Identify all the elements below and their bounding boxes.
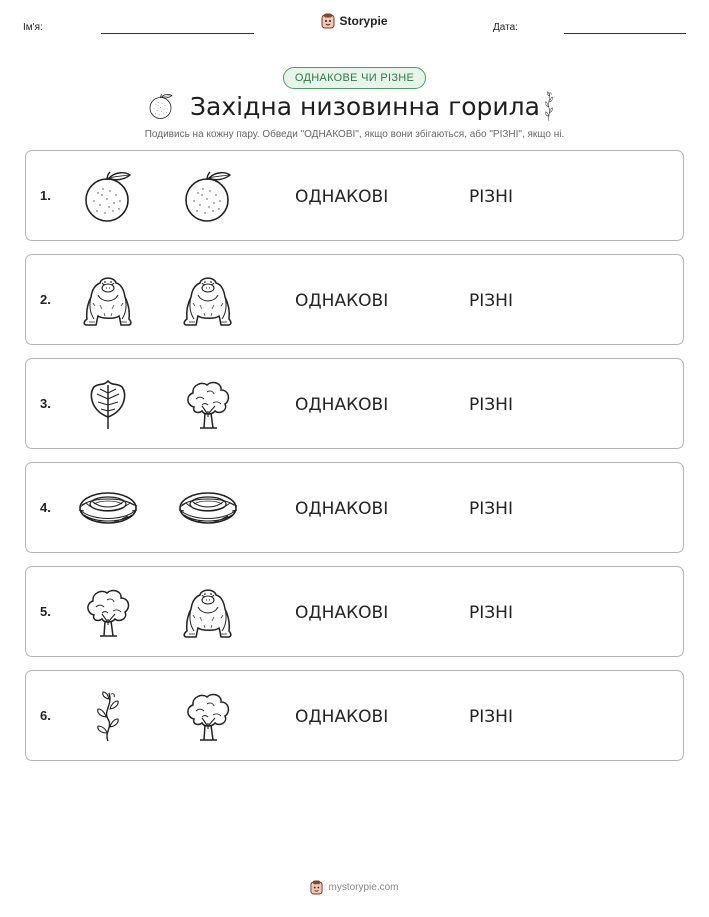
different-option[interactable]: РІЗНІ	[469, 707, 513, 727]
tree-icon	[80, 585, 136, 639]
row-number: 1.	[40, 188, 51, 203]
row-number: 2.	[40, 292, 51, 307]
footer-url[interactable]: mystorypie.com	[328, 882, 399, 893]
different-option[interactable]: РІЗНІ	[469, 603, 513, 623]
footer	[0, 880, 709, 900]
different-option[interactable]: РІЗНІ	[469, 395, 513, 415]
different-option[interactable]: РІЗНІ	[469, 291, 513, 311]
date-label: Дата:	[493, 22, 518, 33]
different-option[interactable]: РІЗНІ	[469, 499, 513, 519]
same-option[interactable]: ОДНАКОВІ	[295, 395, 389, 415]
exercise-row	[25, 150, 684, 241]
brand	[0, 13, 709, 34]
row-number: 3.	[40, 396, 51, 411]
nest-icon	[177, 481, 239, 535]
orange-icon	[180, 169, 236, 223]
same-option[interactable]: ОДНАКОВІ	[295, 291, 389, 311]
same-option[interactable]: ОДНАКОВІ	[295, 603, 389, 623]
orange-icon	[80, 169, 136, 223]
same-option[interactable]: ОДНАКОВІ	[295, 707, 389, 727]
storypie-logo-icon	[310, 880, 323, 895]
storypie-logo-icon	[321, 13, 335, 29]
vine-icon	[80, 689, 136, 743]
row-number: 5.	[40, 604, 51, 619]
gorilla-icon	[180, 273, 236, 327]
gorilla-icon	[180, 585, 236, 639]
row-number: 6.	[40, 708, 51, 723]
name-label: Ім'я:	[23, 22, 43, 33]
same-option[interactable]: ОДНАКОВІ	[295, 499, 389, 519]
different-option[interactable]: РІЗНІ	[469, 187, 513, 207]
instructions: Подивись на кожну пару. Обведи "ОДНАКОВІ", якщо вони збігаються, або "РІЗНІ", якщо ні.	[144, 129, 565, 140]
exercise-row	[25, 462, 684, 553]
gorilla-icon	[80, 273, 136, 327]
exercise-row	[25, 358, 684, 449]
nest-icon	[77, 481, 139, 535]
tree-icon	[180, 377, 236, 431]
worksheet-type-badge: ОДНАКОВЕ ЧИ РІЗНЕ	[283, 67, 426, 89]
exercise-row	[25, 254, 684, 345]
same-option[interactable]: ОДНАКОВІ	[295, 187, 389, 207]
tree-icon	[180, 689, 236, 743]
leaf-icon	[80, 377, 136, 431]
page-title: Західна низовинна горила	[190, 92, 540, 121]
title-row	[0, 90, 709, 126]
orange-icon	[147, 91, 175, 121]
exercise-row	[25, 566, 684, 657]
date-line[interactable]	[564, 33, 686, 34]
brand-name: Storypie	[339, 14, 388, 28]
row-number: 4.	[40, 500, 51, 515]
vine-icon	[539, 90, 559, 122]
exercise-row	[25, 670, 684, 761]
